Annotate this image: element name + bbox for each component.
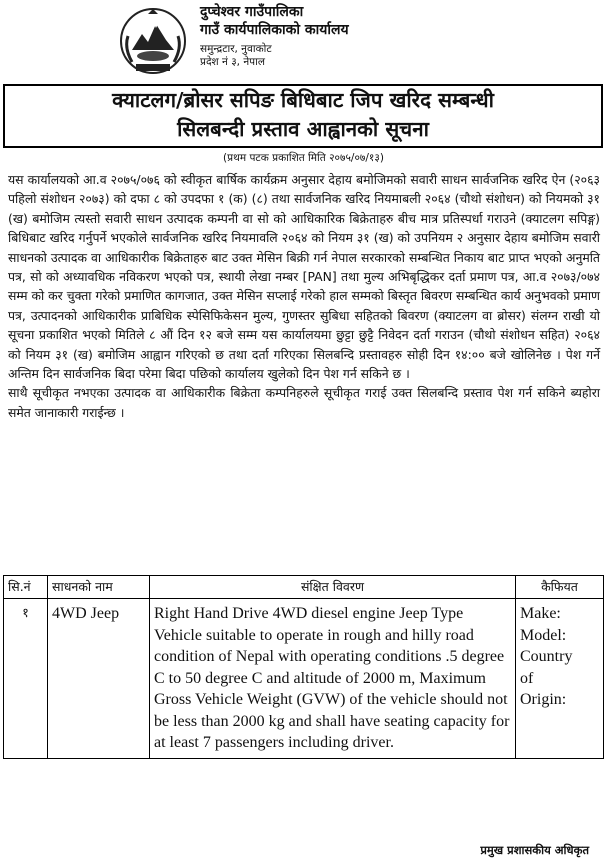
row-description: Right Hand Drive 4WD diesel engine Jeep Type Vehicle suitable to operate in rough and hilly road condition of Nepal with operating conditions .5 degree C to 50 degree C and altitude of 2000 m, Maximum Gross Vehicle Weight (GVW) of the vehicle should not be less than 2000 kg and shall have seating capacity for at least 7 passengers including driver. (150, 599, 516, 759)
header-remarks: कैफियत (516, 576, 604, 599)
row-remarks (516, 599, 604, 759)
office-name: गाउँ कार्यपालिकाको कार्यालय (200, 21, 349, 38)
remarks-country: Country (520, 648, 573, 665)
remarks-make: Make: (520, 605, 561, 622)
row-vehicle-name: 4WD Jeep (48, 599, 150, 759)
notice-title-line1: क्याटलग/ब्रोसर सपिङ बिधिबाट जिप खरिद सम्बन्धी (112, 88, 494, 112)
municipality-name: दुप्चेश्वर गाउँपालिका (200, 4, 304, 20)
office-province: प्रदेश नं ३, नेपाल (200, 56, 265, 69)
remarks-model: Model: (520, 626, 567, 644)
office-address: समुन्द्रटार, नुवाकोट (200, 43, 272, 55)
notice-paragraph-1: यस कार्यालयको आ.व २०७५/०७६ को स्वीकृत बार्षिक कार्यक्रम अनुसार देहाय बमोजिमको सवारी साधन सार्वजनिक खरिद ऐन (२०६३ पहिलो संशोधन २०७३) को दफा ८ को उपदफा १ (क) (८) तथा सार्वजनिक खरिद नियमाबली २०६४ (चौथो संशोधन) को नियमको ३१ (ख) बमोजिम त्यस्तो सवारी साधन उत्पादक कम्पनी वा सो को आधिकारिक बिक्रेताहरु बीच मात्र प्रतिस्पर्धा गराउने (क्याटलग सपिङ्ग) बिधिबाट खरिद गर्नुपर्ने भएकोले सार्वजनिक खरिद नियमावलि २०६४ को नियम ३१ (ख) को उपनियम २ अनुसार देहाय बमोजिम सवारी साधनको उत्पादक वा आधिकारीक बिक्रेताहरु बाट उक्त मेसिन बिक्री गर्न नेपाल सरकारको सम्बन्धित निकाय बाट प्राप्त भएको अनुमति पत्र, सो को अध्यावधिक नविकरण भएको पत्र, स्थायी लेखा नम्बर [PAN] तथा मुल्य अभिबृद्धिकर दर्ता प्रमाण पत्र, आ.व २०७३/०७४ सम्म को कर चुक्ता गरेको प्रमाणित कागजात, उक्त मेसिन सप्लाई गरेको हाल सम्मको बिस्तृत बिवरण सम्बन्धित कार्य अनुभवको प्रमाण पत्र, उत्पादनको आधिकारीक प्राबिधिक स्पेसिफिकेसन मुल्य, गुणस्तर सुबिधा सहितको बिवरण (क्याटलग वा ब्रोसर) संलग्न राखी यो सूचना प्रकाशित भएको मितिले ८ औं दिन १२ बजे सम्म यस कार्यालयमा छुट्टा छुट्टै निवेदन दर्ता गराउन (चौथो संशोधन सहित) २०६४ को नियम ३१ (ख) बमोजिम आह्वान गरिएको छ तथा दर्ता गरिएका सिलबन्दि प्रस्तावहरु सोही दिन १४:०० बजे खोलिनेछ । पेश गर्ने अन्तिम दिन सार्वजनिक बिदा परेमा बिदा पछिको कार्यालय खुलेको दिन पेश गर्न सकिने छ । (8, 172, 601, 382)
notice-paragraph-2: साथै सूचीकृत नभएका उत्पादक वा आधिकारीक बिक्रेता कम्पनिहरुले सूचीकृत गराई उक्त सिलबन्दि प्रस्ताव पेश गर्न सकिने ब्यहोरा समेत जानाकारी गराईन्छ । (8, 385, 600, 420)
remarks-of: of (520, 669, 534, 687)
vehicle-table (3, 575, 604, 759)
nepal-emblem-icon (118, 6, 188, 76)
remarks-origin: Origin: (520, 691, 567, 708)
table-header-row (4, 576, 604, 599)
header-name: साधनको नाम (48, 576, 150, 599)
notice-title-banner (3, 84, 603, 148)
published-date: (प्रथम पटक प्रकाशित मिति २०७५/०७/१३) (223, 152, 384, 164)
header-sn: सि.नं (4, 576, 48, 599)
row-sn: १ (4, 599, 48, 759)
notice-title-line2: सिलबन्दी प्रस्ताव आह्वानको सूचना (177, 117, 429, 141)
signature-title: प्रमुख प्रशासकीय अधिकृत (480, 843, 589, 857)
header-description: संक्षित विवरण (150, 576, 516, 599)
notice-body (8, 170, 600, 422)
office-info (200, 4, 349, 69)
table-row (4, 599, 604, 759)
office-header (0, 0, 607, 84)
